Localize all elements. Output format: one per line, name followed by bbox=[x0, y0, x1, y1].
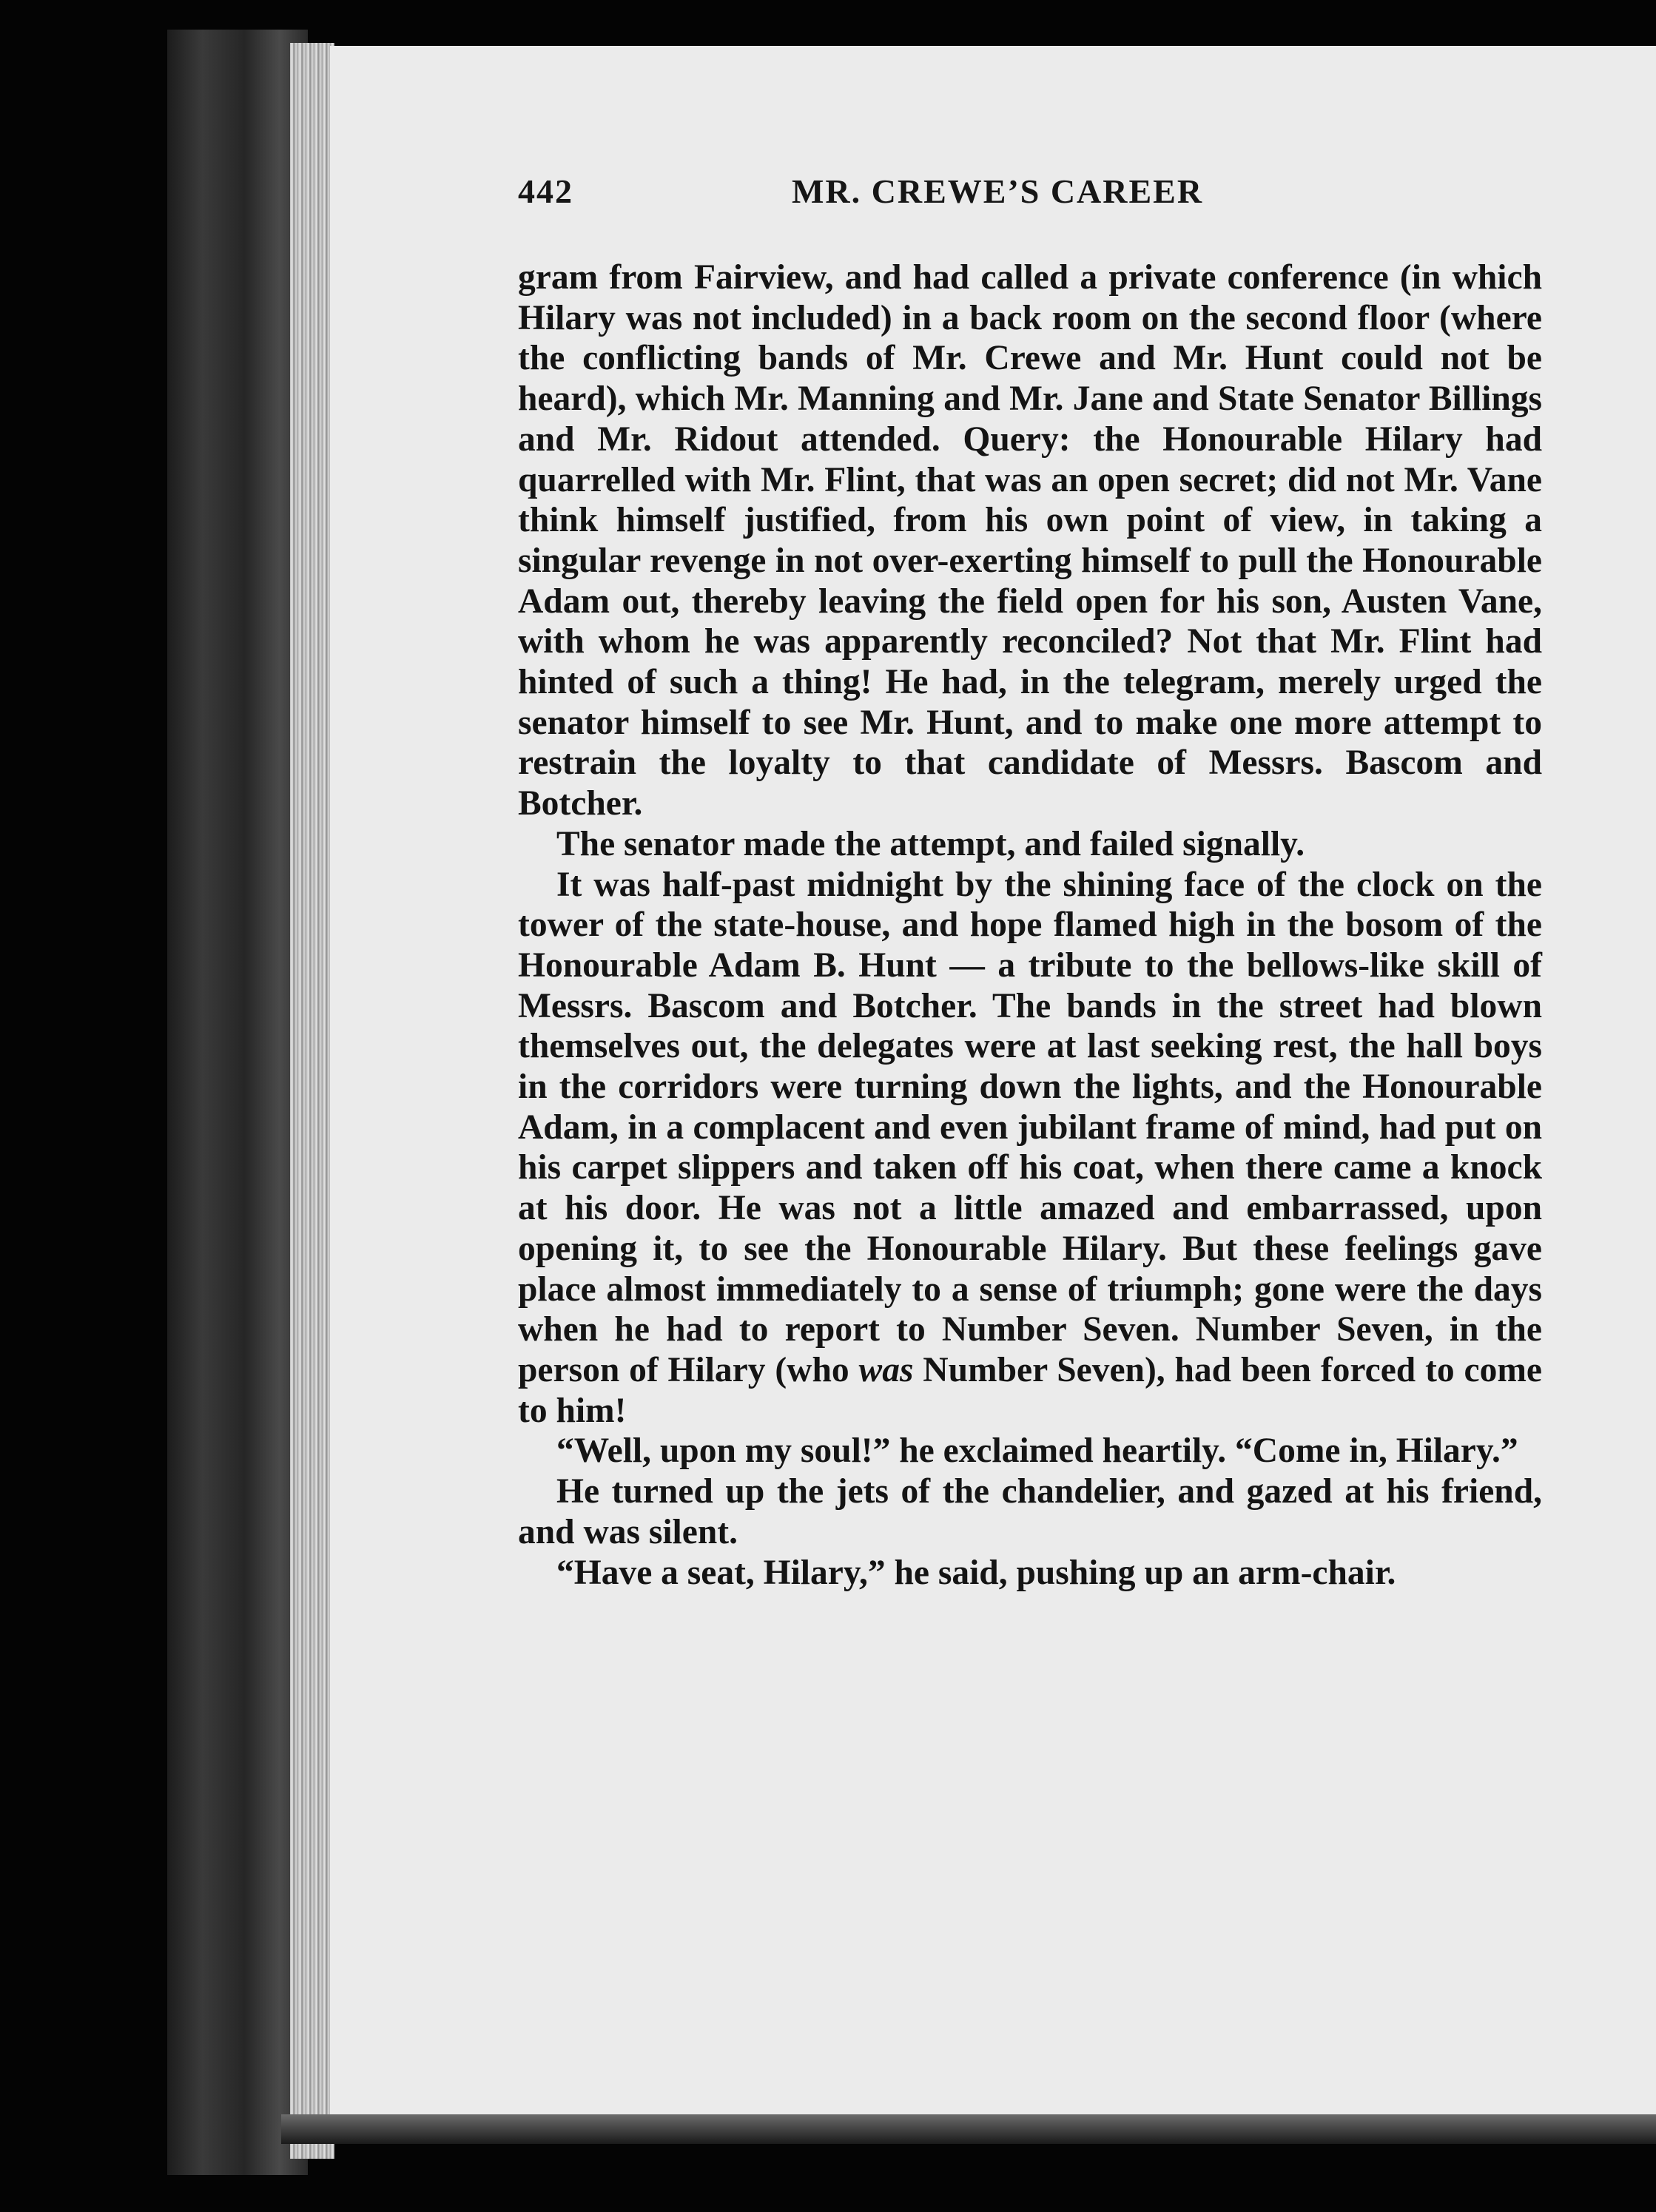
book-spine-edge bbox=[167, 30, 308, 2175]
running-title: MR. CREWE’S CAREER bbox=[792, 172, 1204, 210]
page-bottom-shadow bbox=[281, 2114, 1656, 2144]
paragraph-1: gram from Fairview, and had called a private conference (in which Hilary was not included) in a back room on the second floor (where the conflicting bands of Mr. Crewe and Mr. Hunt could not be heard), which Mr. Manning and Mr. Jane and State Senator Billings and Mr. Ridout attended. Query: the Honourable Hilary had quarrelled with Mr. Flint, that was an open secret; did not Mr. Vane think himself justified, from his own point of view, in taking a singular revenge in not over-exerting himself to pull the Honourable Adam out, thereby leaving the field open for his son, Austen Vane, with whom he was apparently reconciled? Not that Mr. Flint had hinted of such a thing! He had, in the telegram, merely urged the senator himself to see Mr. Hunt, and to make one more attempt to restrain the loyalty to that candidate of Messrs. Bascom and Botcher. bbox=[518, 258, 1542, 823]
paragraph-3-text: It was half-past midnight by the shining face of the clock on the tower of the state-house, and hope flamed high in the bosom of the Honourable Adam B. Hunt — a tribute to the bellows-like skill of Messrs. Bascom and Botcher. The bands in the street had blown themselves out, the delegates were at last seeking rest, the hall boys in the corridors were turning down the lights, and the Honourable Adam, in a complacent and even jubilant frame of mind, had put on his carpet slippers and taken off his coat, when there came a knock at his door. He was not a little amazed and embarrassed, upon opening it, to see the Honourable Hilary. But these feelings gave place almost immediately to a sense of triumph; gone were the days when he had to report to Number Seven. Number Seven, in the person of Hilary (who bbox=[518, 865, 1542, 1389]
paragraph-5: He turned up the jets of the chandelier, and gazed at his friend, and was silent. bbox=[518, 1472, 1542, 1551]
body-text bbox=[518, 257, 1542, 1593]
paragraph-6: “Have a seat, Hilary,” he said, pushing up an arm-chair. bbox=[556, 1553, 1396, 1592]
running-header bbox=[518, 172, 1539, 223]
page-edges bbox=[290, 43, 334, 2159]
page-number: 442 bbox=[518, 172, 573, 210]
paragraph-3-text-after: Number Seven), had been forced to come to him! bbox=[518, 1350, 1543, 1430]
paragraph-3-emphasis: was bbox=[858, 1350, 914, 1389]
paragraph-4: “Well, upon my soul!” he exclaimed heartily. “Come in, Hilary.” bbox=[556, 1432, 1518, 1471]
paragraph-3 bbox=[518, 865, 1542, 1432]
paragraph-2: The senator made the attempt, and failed signally. bbox=[556, 824, 1305, 863]
